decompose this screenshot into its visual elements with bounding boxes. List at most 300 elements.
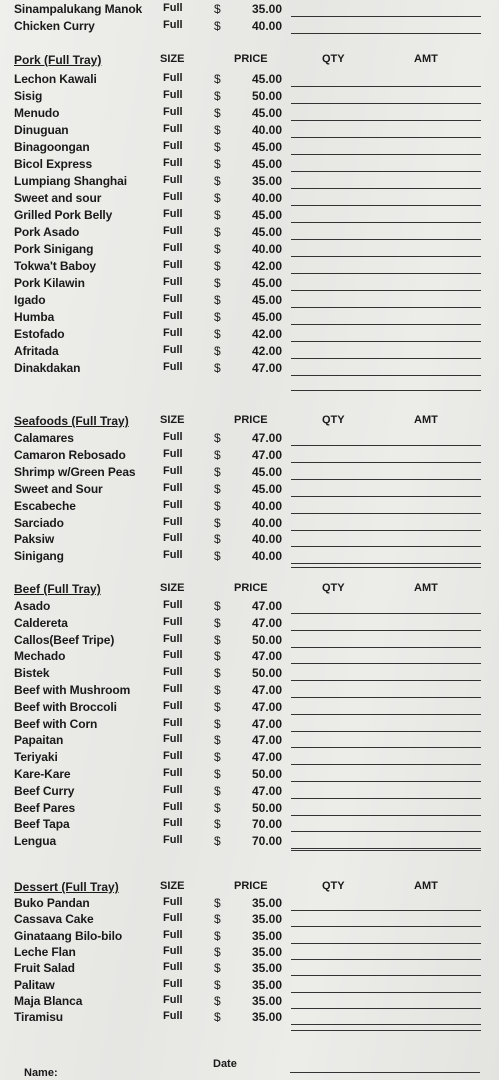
item-size: Full bbox=[163, 817, 183, 829]
item-price: 50.00 bbox=[252, 633, 283, 647]
qty-amt-entry-line[interactable] bbox=[291, 358, 481, 359]
currency-symbol: $ bbox=[214, 191, 221, 205]
menu-item-row bbox=[0, 994, 499, 1011]
price-column-header: PRICE bbox=[234, 414, 268, 426]
menu-item-row bbox=[0, 2, 499, 19]
qty-amt-entry-line[interactable] bbox=[291, 613, 481, 614]
menu-item-row bbox=[0, 961, 499, 978]
item-size: Full bbox=[163, 912, 183, 924]
item-name: Menudo bbox=[14, 106, 60, 120]
amt-column-header: AMT bbox=[414, 582, 438, 594]
qty-amt-entry-line[interactable] bbox=[291, 307, 481, 308]
item-price: 40.00 bbox=[252, 549, 283, 563]
qty-amt-entry-line[interactable] bbox=[291, 697, 481, 698]
item-price: 35.00 bbox=[252, 1010, 283, 1024]
item-name: Cassava Cake bbox=[14, 912, 94, 926]
item-name: Lengua bbox=[14, 834, 57, 848]
currency-symbol: $ bbox=[214, 465, 221, 479]
menu-item-row bbox=[0, 1010, 499, 1027]
item-name: Lumpiang Shanghai bbox=[14, 174, 127, 188]
currency-symbol: $ bbox=[214, 616, 221, 630]
qty-amt-entry-line[interactable] bbox=[291, 445, 481, 446]
currency-symbol: $ bbox=[214, 157, 221, 171]
item-price: 47.00 bbox=[252, 616, 283, 630]
currency-symbol: $ bbox=[214, 599, 221, 613]
currency-symbol: $ bbox=[214, 242, 221, 256]
qty-amt-entry-line[interactable] bbox=[291, 731, 481, 732]
item-size: Full bbox=[163, 767, 183, 779]
item-name: Maja Blanca bbox=[14, 994, 83, 1008]
item-price: 70.00 bbox=[252, 817, 283, 831]
item-name: Beef with Corn bbox=[14, 717, 98, 731]
item-size: Full bbox=[163, 259, 183, 271]
currency-symbol: $ bbox=[214, 431, 221, 445]
item-size: Full bbox=[163, 616, 183, 628]
qty-amt-entry-line[interactable] bbox=[291, 239, 481, 240]
currency-symbol: $ bbox=[214, 2, 221, 16]
qty-amt-entry-line[interactable] bbox=[291, 86, 481, 87]
qty-amt-entry-line[interactable] bbox=[291, 798, 481, 799]
menu-item-row bbox=[0, 140, 499, 157]
qty-amt-entry-line[interactable] bbox=[291, 290, 481, 291]
item-price: 42.00 bbox=[252, 344, 283, 358]
item-price: 35.00 bbox=[252, 929, 283, 943]
item-price: 35.00 bbox=[252, 896, 283, 910]
item-size: Full bbox=[163, 549, 183, 561]
item-price: 45.00 bbox=[252, 293, 283, 307]
qty-amt-entry-line[interactable] bbox=[291, 747, 481, 748]
item-size: Full bbox=[163, 72, 183, 84]
item-price: 47.00 bbox=[252, 750, 283, 764]
item-size: Full bbox=[163, 516, 183, 528]
item-name: Shrimp w/Green Peas bbox=[14, 465, 136, 479]
item-name: Kare-Kare bbox=[14, 767, 71, 781]
item-price: 45.00 bbox=[252, 465, 283, 479]
item-price: 47.00 bbox=[252, 683, 283, 697]
item-size: Full bbox=[163, 225, 183, 237]
qty-amt-entry-line[interactable] bbox=[291, 926, 481, 927]
qty-amt-entry-line[interactable] bbox=[291, 815, 481, 816]
item-name: Paksiw bbox=[14, 532, 55, 546]
currency-symbol: $ bbox=[214, 1010, 221, 1024]
currency-symbol: $ bbox=[214, 666, 221, 680]
menu-item-row bbox=[0, 89, 499, 106]
menu-item-row bbox=[0, 327, 499, 344]
qty-amt-entry-line[interactable] bbox=[291, 479, 481, 480]
item-price: 47.00 bbox=[252, 448, 283, 462]
item-size: Full bbox=[163, 1010, 183, 1022]
currency-symbol: $ bbox=[214, 19, 221, 33]
item-size: Full bbox=[163, 123, 183, 135]
qty-amt-entry-line[interactable] bbox=[291, 530, 481, 531]
blank-entry-line[interactable] bbox=[291, 567, 481, 568]
item-name: Escabeche bbox=[14, 499, 76, 513]
item-size: Full bbox=[163, 208, 183, 220]
currency-symbol: $ bbox=[214, 801, 221, 815]
menu-item-row bbox=[0, 72, 499, 89]
qty-amt-entry-line[interactable] bbox=[291, 496, 481, 497]
menu-item-row bbox=[0, 225, 499, 242]
item-name: Beef with Mushroom bbox=[14, 683, 131, 697]
currency-symbol: $ bbox=[214, 767, 221, 781]
item-price: 70.00 bbox=[252, 834, 283, 848]
menu-item-row bbox=[0, 465, 499, 482]
item-size: Full bbox=[163, 733, 183, 745]
currency-symbol: $ bbox=[214, 225, 221, 239]
item-price: 35.00 bbox=[252, 2, 283, 16]
qty-amt-entry-line[interactable] bbox=[291, 546, 481, 547]
currency-symbol: $ bbox=[214, 649, 221, 663]
item-size: Full bbox=[163, 310, 183, 322]
qty-amt-entry-line[interactable] bbox=[291, 781, 481, 782]
currency-symbol: $ bbox=[214, 683, 221, 697]
item-size: Full bbox=[163, 276, 183, 288]
currency-symbol: $ bbox=[214, 750, 221, 764]
blank-entry-line[interactable] bbox=[291, 390, 481, 391]
item-name: Bistek bbox=[14, 666, 50, 680]
currency-symbol: $ bbox=[214, 174, 221, 188]
item-name: Leche Flan bbox=[14, 945, 76, 959]
menu-item-row bbox=[0, 208, 499, 225]
section-title: Dessert (Full Tray) bbox=[14, 880, 119, 894]
qty-column-header: QTY bbox=[322, 582, 345, 594]
item-name: Sweet and Sour bbox=[14, 482, 103, 496]
qty-amt-entry-line[interactable] bbox=[291, 680, 481, 681]
size-column-header: SIZE bbox=[160, 414, 185, 426]
item-name: Sarciado bbox=[14, 516, 64, 530]
price-column-header: PRICE bbox=[234, 880, 268, 892]
menu-item-row bbox=[0, 801, 499, 818]
item-name: Mechado bbox=[14, 649, 66, 663]
menu-item-row bbox=[0, 666, 499, 683]
menu-item-row bbox=[0, 499, 499, 516]
item-price: 45.00 bbox=[252, 310, 283, 324]
item-name: Tokwa't Baboy bbox=[14, 259, 97, 273]
currency-symbol: $ bbox=[214, 344, 221, 358]
item-price: 40.00 bbox=[252, 242, 283, 256]
qty-amt-entry-line[interactable] bbox=[291, 975, 481, 976]
item-name: Igado bbox=[14, 293, 46, 307]
qty-amt-entry-line[interactable] bbox=[291, 848, 481, 849]
currency-symbol: $ bbox=[214, 532, 221, 546]
item-name: Buko Pandan bbox=[14, 896, 90, 910]
item-price: 42.00 bbox=[252, 259, 283, 273]
item-size: Full bbox=[163, 499, 183, 511]
item-name: Fruit Salad bbox=[14, 961, 75, 975]
item-name: Grilled Pork Belly bbox=[14, 208, 113, 222]
item-size: Full bbox=[163, 929, 183, 941]
currency-symbol: $ bbox=[214, 123, 221, 137]
item-size: Full bbox=[163, 945, 183, 957]
item-size: Full bbox=[163, 717, 183, 729]
menu-item-row bbox=[0, 123, 499, 140]
qty-amt-entry-line[interactable] bbox=[291, 563, 481, 564]
item-size: Full bbox=[163, 784, 183, 796]
menu-item-row bbox=[0, 174, 499, 191]
item-name: Callos(Beef Tripe) bbox=[14, 633, 115, 647]
item-size: Full bbox=[163, 482, 183, 494]
item-size: Full bbox=[163, 532, 183, 544]
item-price: 45.00 bbox=[252, 106, 283, 120]
item-name: Tiramisu bbox=[14, 1010, 63, 1024]
currency-symbol: $ bbox=[214, 945, 221, 959]
item-price: 40.00 bbox=[252, 499, 283, 513]
item-price: 47.00 bbox=[252, 733, 283, 747]
item-name: Sweet and sour bbox=[14, 191, 102, 205]
item-name: Sisig bbox=[14, 89, 43, 103]
menu-item-row bbox=[0, 750, 499, 767]
amt-column-header: AMT bbox=[414, 53, 438, 65]
item-price: 40.00 bbox=[252, 516, 283, 530]
item-price: 50.00 bbox=[252, 666, 283, 680]
item-name: Pork Asado bbox=[14, 225, 80, 239]
menu-item-row bbox=[0, 276, 499, 293]
item-size: Full bbox=[163, 834, 183, 846]
item-name: Asado bbox=[14, 599, 51, 613]
qty-amt-entry-line[interactable] bbox=[291, 222, 481, 223]
qty-amt-entry-line[interactable] bbox=[291, 256, 481, 257]
menu-item-row bbox=[0, 310, 499, 327]
qty-amt-entry-line[interactable] bbox=[291, 959, 481, 960]
qty-amt-entry-line[interactable] bbox=[291, 205, 481, 206]
item-price: 47.00 bbox=[252, 649, 283, 663]
item-size: Full bbox=[163, 465, 183, 477]
size-column-header: SIZE bbox=[160, 53, 185, 65]
currency-symbol: $ bbox=[214, 896, 221, 910]
menu-item-row bbox=[0, 431, 499, 448]
menu-item-row bbox=[0, 448, 499, 465]
menu-item-row bbox=[0, 157, 499, 174]
item-size: Full bbox=[163, 157, 183, 169]
item-price: 40.00 bbox=[252, 532, 283, 546]
qty-amt-entry-line[interactable] bbox=[291, 910, 481, 911]
item-price: 47.00 bbox=[252, 784, 283, 798]
item-price: 45.00 bbox=[252, 208, 283, 222]
item-size: Full bbox=[163, 896, 183, 908]
item-name: Caldereta bbox=[14, 616, 68, 630]
qty-amt-entry-line[interactable] bbox=[291, 462, 481, 463]
item-size: Full bbox=[163, 978, 183, 990]
section-header bbox=[0, 414, 499, 430]
item-price: 45.00 bbox=[252, 157, 283, 171]
item-size: Full bbox=[163, 750, 183, 762]
currency-symbol: $ bbox=[214, 482, 221, 496]
menu-item-row bbox=[0, 767, 499, 784]
qty-amt-entry-line[interactable] bbox=[291, 120, 481, 121]
item-price: 45.00 bbox=[252, 140, 283, 154]
item-price: 45.00 bbox=[252, 225, 283, 239]
item-name: Calamares bbox=[14, 431, 74, 445]
currency-symbol: $ bbox=[214, 293, 221, 307]
size-column-header: SIZE bbox=[160, 880, 185, 892]
item-price: 35.00 bbox=[252, 945, 283, 959]
currency-symbol: $ bbox=[214, 499, 221, 513]
item-price: 50.00 bbox=[252, 801, 283, 815]
item-name: Binagoongan bbox=[14, 140, 90, 154]
item-name: Ginataang Bilo-bilo bbox=[14, 929, 123, 943]
menu-item-row bbox=[0, 817, 499, 834]
item-name: Bicol Express bbox=[14, 157, 93, 171]
currency-symbol: $ bbox=[214, 259, 221, 273]
item-name: Estofado bbox=[14, 327, 65, 341]
qty-amt-entry-line[interactable] bbox=[291, 137, 481, 138]
qty-column-header: QTY bbox=[322, 414, 345, 426]
blank-entry-line[interactable] bbox=[291, 850, 481, 851]
item-name: Dinakdakan bbox=[14, 361, 81, 375]
date-entry-line[interactable] bbox=[290, 1072, 480, 1073]
blank-entry-line[interactable] bbox=[291, 1030, 481, 1031]
currency-symbol: $ bbox=[214, 817, 221, 831]
currency-symbol: $ bbox=[214, 327, 221, 341]
currency-symbol: $ bbox=[214, 834, 221, 848]
item-size: Full bbox=[163, 666, 183, 678]
qty-amt-entry-line[interactable] bbox=[291, 324, 481, 325]
item-price: 35.00 bbox=[252, 961, 283, 975]
item-name: Beef Pares bbox=[14, 801, 76, 815]
qty-amt-entry-line[interactable] bbox=[291, 33, 481, 34]
qty-amt-entry-line[interactable] bbox=[291, 764, 481, 765]
currency-symbol: $ bbox=[214, 978, 221, 992]
menu-item-row bbox=[0, 700, 499, 717]
currency-symbol: $ bbox=[214, 912, 221, 926]
item-price: 35.00 bbox=[252, 978, 283, 992]
name-label: Name: bbox=[24, 1067, 58, 1079]
qty-column-header: QTY bbox=[322, 880, 345, 892]
menu-item-row bbox=[0, 361, 499, 378]
item-size: Full bbox=[163, 801, 183, 813]
item-name: Beef Tapa bbox=[14, 817, 70, 831]
currency-symbol: $ bbox=[214, 140, 221, 154]
item-size: Full bbox=[163, 19, 183, 31]
currency-symbol: $ bbox=[214, 361, 221, 375]
item-size: Full bbox=[163, 2, 183, 14]
section-header bbox=[0, 53, 499, 69]
qty-amt-entry-line[interactable] bbox=[291, 663, 481, 664]
menu-item-row bbox=[0, 733, 499, 750]
menu-item-row bbox=[0, 482, 499, 499]
item-size: Full bbox=[163, 106, 183, 118]
currency-symbol: $ bbox=[214, 929, 221, 943]
item-price: 45.00 bbox=[252, 72, 283, 86]
item-size: Full bbox=[163, 361, 183, 373]
menu-item-row bbox=[0, 683, 499, 700]
currency-symbol: $ bbox=[214, 89, 221, 103]
qty-amt-entry-line[interactable] bbox=[291, 992, 481, 993]
menu-item-row bbox=[0, 293, 499, 310]
price-column-header: PRICE bbox=[234, 53, 268, 65]
qty-amt-entry-line[interactable] bbox=[291, 513, 481, 514]
item-size: Full bbox=[163, 683, 183, 695]
date-label: Date bbox=[213, 1058, 237, 1070]
menu-item-row bbox=[0, 633, 499, 650]
menu-item-row bbox=[0, 717, 499, 734]
item-size: Full bbox=[163, 961, 183, 973]
qty-amt-entry-line[interactable] bbox=[291, 630, 481, 631]
item-size: Full bbox=[163, 89, 183, 101]
qty-amt-entry-line[interactable] bbox=[291, 341, 481, 342]
qty-amt-entry-line[interactable] bbox=[291, 1008, 481, 1009]
menu-item-row bbox=[0, 896, 499, 913]
qty-amt-entry-line[interactable] bbox=[291, 375, 481, 376]
qty-amt-entry-line[interactable] bbox=[291, 831, 481, 832]
qty-column-header: QTY bbox=[322, 53, 345, 65]
item-name: Beef with Broccoli bbox=[14, 700, 117, 714]
item-name: Dinuguan bbox=[14, 123, 69, 137]
section-title: Seafoods (Full Tray) bbox=[14, 414, 129, 428]
section-header bbox=[0, 880, 499, 896]
item-name: Pork Sinigang bbox=[14, 242, 94, 256]
currency-symbol: $ bbox=[214, 516, 221, 530]
menu-item-row bbox=[0, 616, 499, 633]
item-name: Palitaw bbox=[14, 978, 55, 992]
qty-amt-entry-line[interactable] bbox=[291, 1024, 481, 1025]
qty-amt-entry-line[interactable] bbox=[291, 103, 481, 104]
currency-symbol: $ bbox=[214, 72, 221, 86]
menu-item-row bbox=[0, 549, 499, 566]
qty-amt-entry-line[interactable] bbox=[291, 943, 481, 944]
item-size: Full bbox=[163, 994, 183, 1006]
menu-item-row bbox=[0, 242, 499, 259]
qty-amt-entry-line[interactable] bbox=[291, 273, 481, 274]
item-size: Full bbox=[163, 140, 183, 152]
item-name: Lechon Kawali bbox=[14, 72, 97, 86]
currency-symbol: $ bbox=[214, 717, 221, 731]
qty-amt-entry-line[interactable] bbox=[291, 16, 481, 17]
item-price: 40.00 bbox=[252, 19, 283, 33]
item-price: 45.00 bbox=[252, 482, 283, 496]
currency-symbol: $ bbox=[214, 700, 221, 714]
menu-item-row bbox=[0, 599, 499, 616]
item-name: Teriyaki bbox=[14, 750, 58, 764]
menu-item-row bbox=[0, 834, 499, 851]
menu-item-row bbox=[0, 516, 499, 533]
menu-item-row bbox=[0, 929, 499, 946]
item-size: Full bbox=[163, 448, 183, 460]
item-size: Full bbox=[163, 191, 183, 203]
currency-symbol: $ bbox=[214, 276, 221, 290]
price-column-header: PRICE bbox=[234, 582, 268, 594]
item-size: Full bbox=[163, 293, 183, 305]
item-price: 35.00 bbox=[252, 174, 283, 188]
item-size: Full bbox=[163, 242, 183, 254]
menu-item-row bbox=[0, 912, 499, 929]
item-price: 47.00 bbox=[252, 361, 283, 375]
qty-amt-entry-line[interactable] bbox=[291, 714, 481, 715]
menu-item-row bbox=[0, 649, 499, 666]
qty-amt-entry-line[interactable] bbox=[291, 647, 481, 648]
qty-amt-entry-line[interactable] bbox=[291, 188, 481, 189]
menu-item-row bbox=[0, 532, 499, 549]
item-name: Chicken Curry bbox=[14, 19, 95, 33]
currency-symbol: $ bbox=[214, 106, 221, 120]
currency-symbol: $ bbox=[214, 784, 221, 798]
section-header bbox=[0, 582, 499, 598]
section-title: Beef (Full Tray) bbox=[14, 582, 101, 596]
menu-item-row bbox=[0, 259, 499, 276]
qty-amt-entry-line[interactable] bbox=[291, 171, 481, 172]
currency-symbol: $ bbox=[214, 633, 221, 647]
item-size: Full bbox=[163, 649, 183, 661]
item-price: 50.00 bbox=[252, 89, 283, 103]
menu-item-row bbox=[0, 978, 499, 995]
item-name: Humba bbox=[14, 310, 55, 324]
item-name: Afritada bbox=[14, 344, 59, 358]
item-size: Full bbox=[163, 327, 183, 339]
qty-amt-entry-line[interactable] bbox=[291, 154, 481, 155]
item-name: Beef Curry bbox=[14, 784, 75, 798]
menu-item-row bbox=[0, 106, 499, 123]
item-price: 47.00 bbox=[252, 700, 283, 714]
